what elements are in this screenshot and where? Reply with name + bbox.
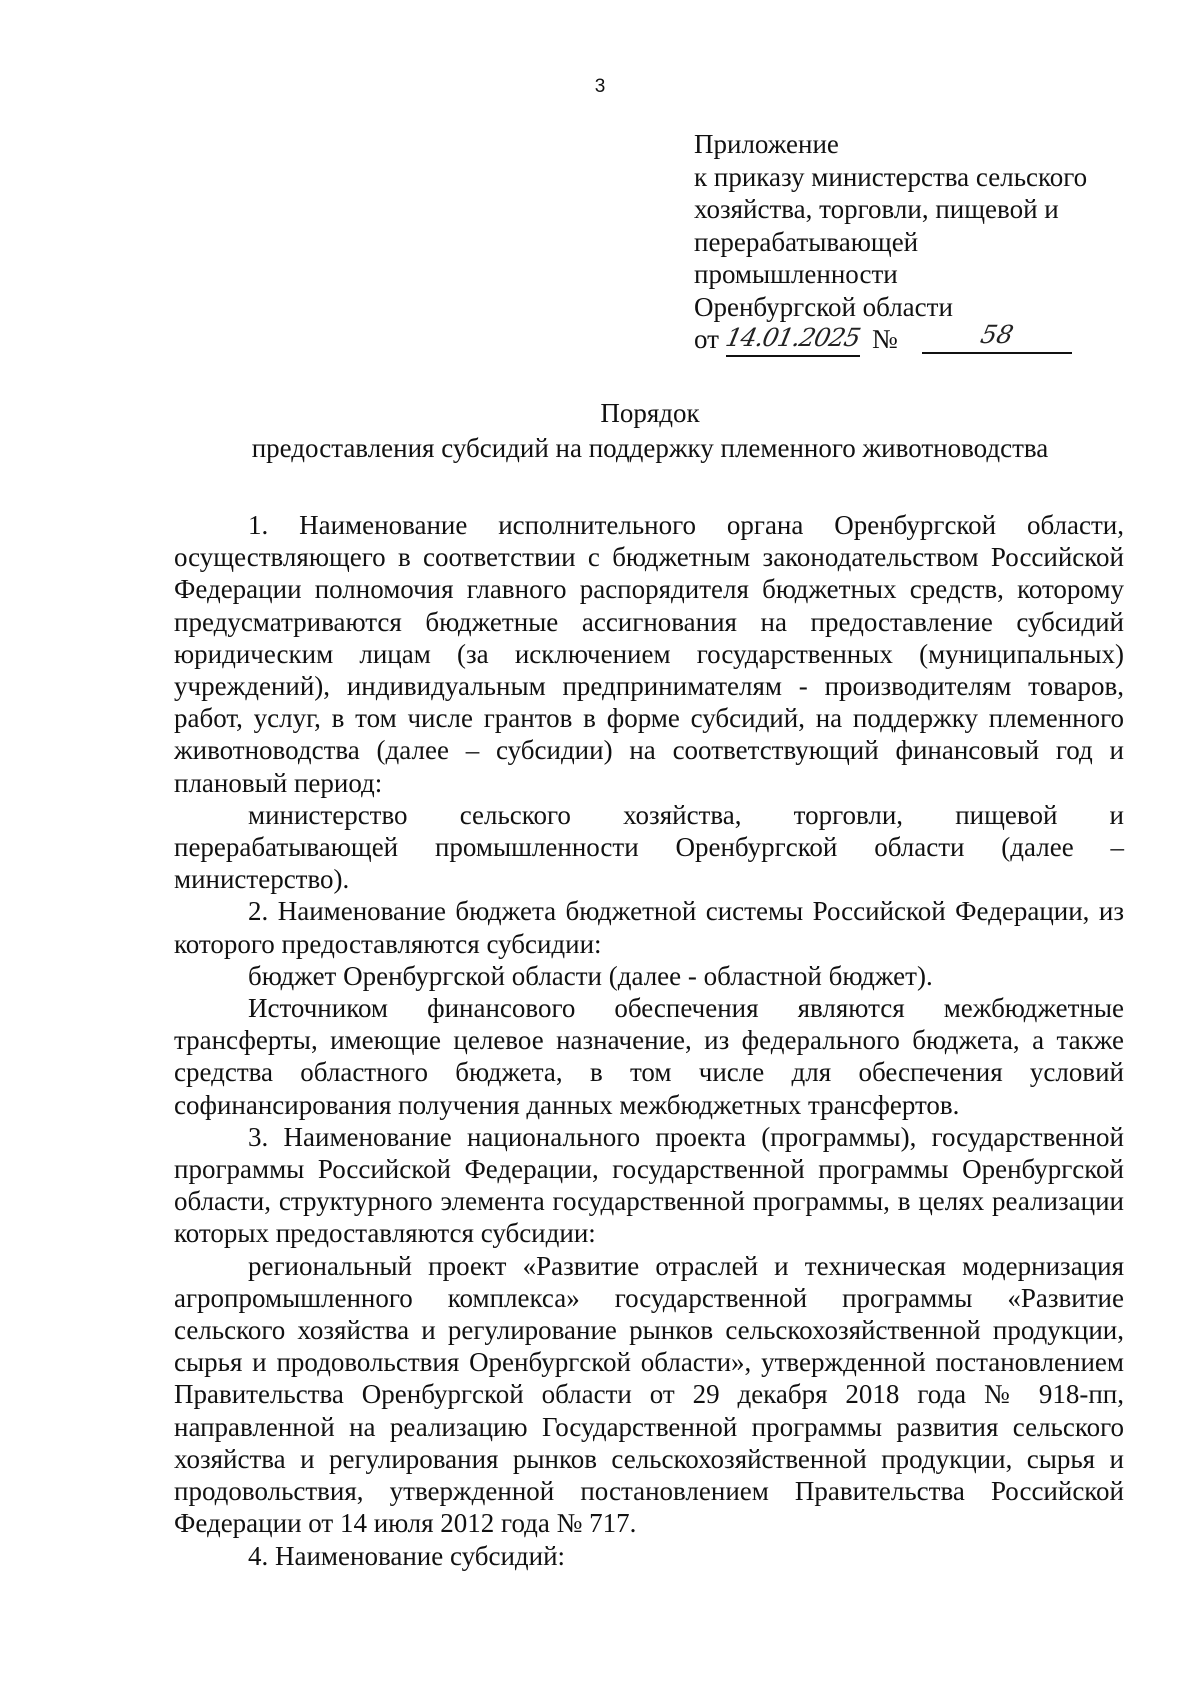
paragraph: региональный проект «Развитие отраслей и техническая модернизация агропромышленного комплекса» государственной программы «Развитие сельского хозяйства и регулирование рынков сельскохозяйственной продукции, сырья и продовольствия Оренбургской области», утвержденной постановлением Правительства Оренбургской области от 29 декабря 2018 года № 918-пп, направленной на реализацию Государственной программы развития сельского хозяйства и регулирования рынков сельскохозяйственной продукции, сырья и продовольствия, утвержденной постановлением Правительства Российской Федерации от 14 июля 2012 года № 717. (174, 1250, 1124, 1539)
order-date-number-line (694, 320, 1164, 356)
document-title: Порядок (600, 398, 700, 428)
appendix-line: промышленности (694, 259, 898, 289)
document-subtitle: предоставления субсидий на поддержку племенного животноводства (251, 433, 1049, 463)
from-label: от (694, 324, 719, 354)
paragraph: Источником финансового обеспечения являются межбюджетные трансферты, имеющие целевое назначение, из федерального бюджета, а также средства областного бюджета, в том числе для обеспечения условий софинансирования получения данных межбюджетных трансфертов. (174, 993, 1124, 1120)
appendix-line: хозяйства, торговли, пищевой и (694, 194, 1059, 224)
appendix-line: к приказу министерства сельского (694, 161, 1088, 192)
handwritten-order-number (922, 319, 1072, 354)
handwritten-date-text: 14.01.2025 (723, 323, 863, 352)
paragraph: 4. Наименование субсидий: (248, 1540, 566, 1571)
number-sign: № (872, 324, 898, 354)
paragraph: 3. Наименование национального проекта (программы), государственной программы Российской Федерации, государственной программы Оренбургской области, структурного элемента государственной программы, в целях реализации которых предоставляются субсидии: (174, 1121, 1124, 1249)
paragraph: бюджет Оренбургской области (далее - областной бюджет). (248, 960, 933, 991)
appendix-line: Приложение (694, 129, 839, 159)
appendix-line: перерабатывающей (694, 226, 919, 257)
handwritten-order-date (723, 321, 863, 357)
handwritten-number-text: 58 (978, 320, 1017, 349)
paragraph: 1. Наименование исполнительного органа Оренбургской области, осуществляющего в соответствии с бюджетным законодательством Российской Федерации полномочия главного распорядителя бюджетных средств, которому предусматриваются бюджетные ассигнования на предоставление субсидий юридическим лицам (за исключением государственных (муниципальных) учреждений), индивидуальным предпринимателям - производителям товаров, работ, услуг, в том числе грантов в форме субсидий, на поддержку племенного животноводства (далее – субсидии) на соответствующий финансовый год и плановый период: (174, 510, 1124, 798)
appendix-line: Оренбургской области (694, 291, 953, 322)
appendix-block (694, 128, 1164, 356)
page-number: 3 (594, 76, 606, 97)
paragraph: министерство сельского хозяйства, торговли, пищевой и перерабатывающей промышленности Оренбургской области (далее – министерство). (174, 799, 1124, 895)
paragraph: 2. Наименование бюджета бюджетной системы Российской Федерации, из которого предоставляются субсидии: (174, 896, 1124, 959)
document-body (174, 509, 1124, 1572)
